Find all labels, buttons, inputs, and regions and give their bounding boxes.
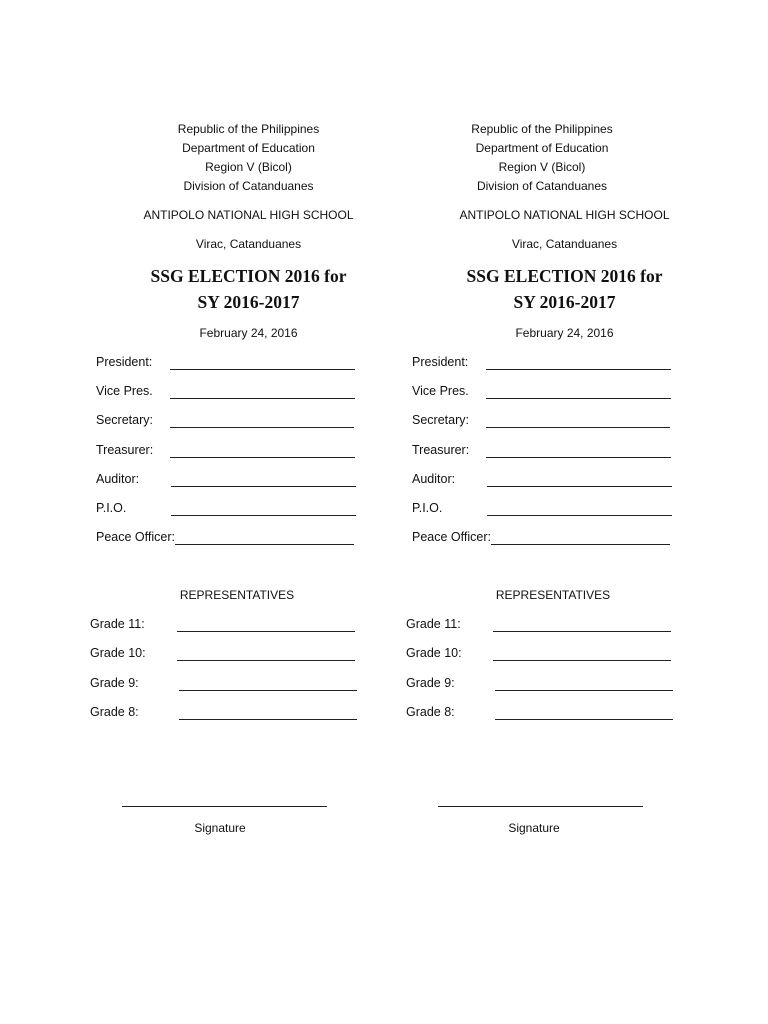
label-grade-10: Grade 10: [406,646,462,660]
label-grade-11: Grade 11: [406,617,461,631]
blank-grade-11[interactable] [493,631,671,632]
blank-grade-10[interactable] [493,660,671,661]
ballot-right [316,0,700,1024]
label-vice-president: Vice Pres. [96,384,153,398]
blank-treasurer[interactable] [486,457,671,458]
header-department: Department of Education [182,141,315,155]
label-secretary: Secretary: [412,413,469,427]
header-republic: Republic of the Philippines [177,122,320,136]
label-pio: P.I.O. [412,501,443,515]
label-grade-10: Grade 10: [90,646,146,660]
label-peace-officer: Peace Officer: [412,530,491,544]
label-grade-8: Grade 8: [90,705,139,719]
header-region: Region V (Bicol) [498,160,586,174]
label-vice-president: Vice Pres. [412,384,469,398]
label-treasurer: Treasurer: [96,443,154,457]
blank-president[interactable] [486,369,671,370]
label-auditor: Auditor: [412,472,456,486]
signature-line[interactable] [438,806,643,807]
school-name: ANTIPOLO NATIONAL HIGH SCHOOL [143,208,354,222]
label-pio: P.I.O. [96,501,127,515]
label-grade-9: Grade 9: [90,676,139,690]
blank-secretary[interactable] [486,427,670,428]
election-title-line1: SSG ELECTION 2016 for [150,266,347,286]
label-president: President: [96,355,153,369]
header-division: Division of Catanduanes [183,179,314,193]
label-treasurer: Treasurer: [412,443,470,457]
election-date: February 24, 2016 [199,326,298,340]
election-title-line2: SY 2016-2017 [513,292,616,312]
blank-peace-officer[interactable] [491,544,670,545]
election-title-line1: SSG ELECTION 2016 for [466,266,663,286]
signature-label: Signature [194,821,246,835]
signature-label: Signature [508,821,560,835]
blank-vice-president[interactable] [486,398,671,399]
header-region: Region V (Bicol) [205,160,292,174]
header-department: Department of Education [475,141,609,155]
school-location: Virac, Catanduanes [511,237,618,251]
label-secretary: Secretary: [96,413,153,427]
label-grade-8: Grade 8: [406,705,455,719]
election-title-line2: SY 2016-2017 [197,292,300,312]
header-division: Division of Catanduanes [476,179,608,193]
blank-grade-8[interactable] [495,719,673,720]
election-date: February 24, 2016 [515,326,614,340]
label-auditor: Auditor: [96,472,140,486]
representatives-heading: REPRESENTATIVES [179,588,295,602]
blank-auditor[interactable] [487,486,672,487]
blank-grade-9[interactable] [495,690,673,691]
label-peace-officer: Peace Officer: [96,530,175,544]
label-president: President: [412,355,469,369]
blank-pio[interactable] [487,515,672,516]
label-grade-11: Grade 11: [90,617,145,631]
header-republic: Republic of the Philippines [471,122,613,136]
representatives-heading: REPRESENTATIVES [495,588,611,602]
signature-line[interactable] [122,806,327,807]
school-location: Virac, Catanduanes [195,237,302,251]
school-name: ANTIPOLO NATIONAL HIGH SCHOOL [459,208,670,222]
label-grade-9: Grade 9: [406,676,455,690]
